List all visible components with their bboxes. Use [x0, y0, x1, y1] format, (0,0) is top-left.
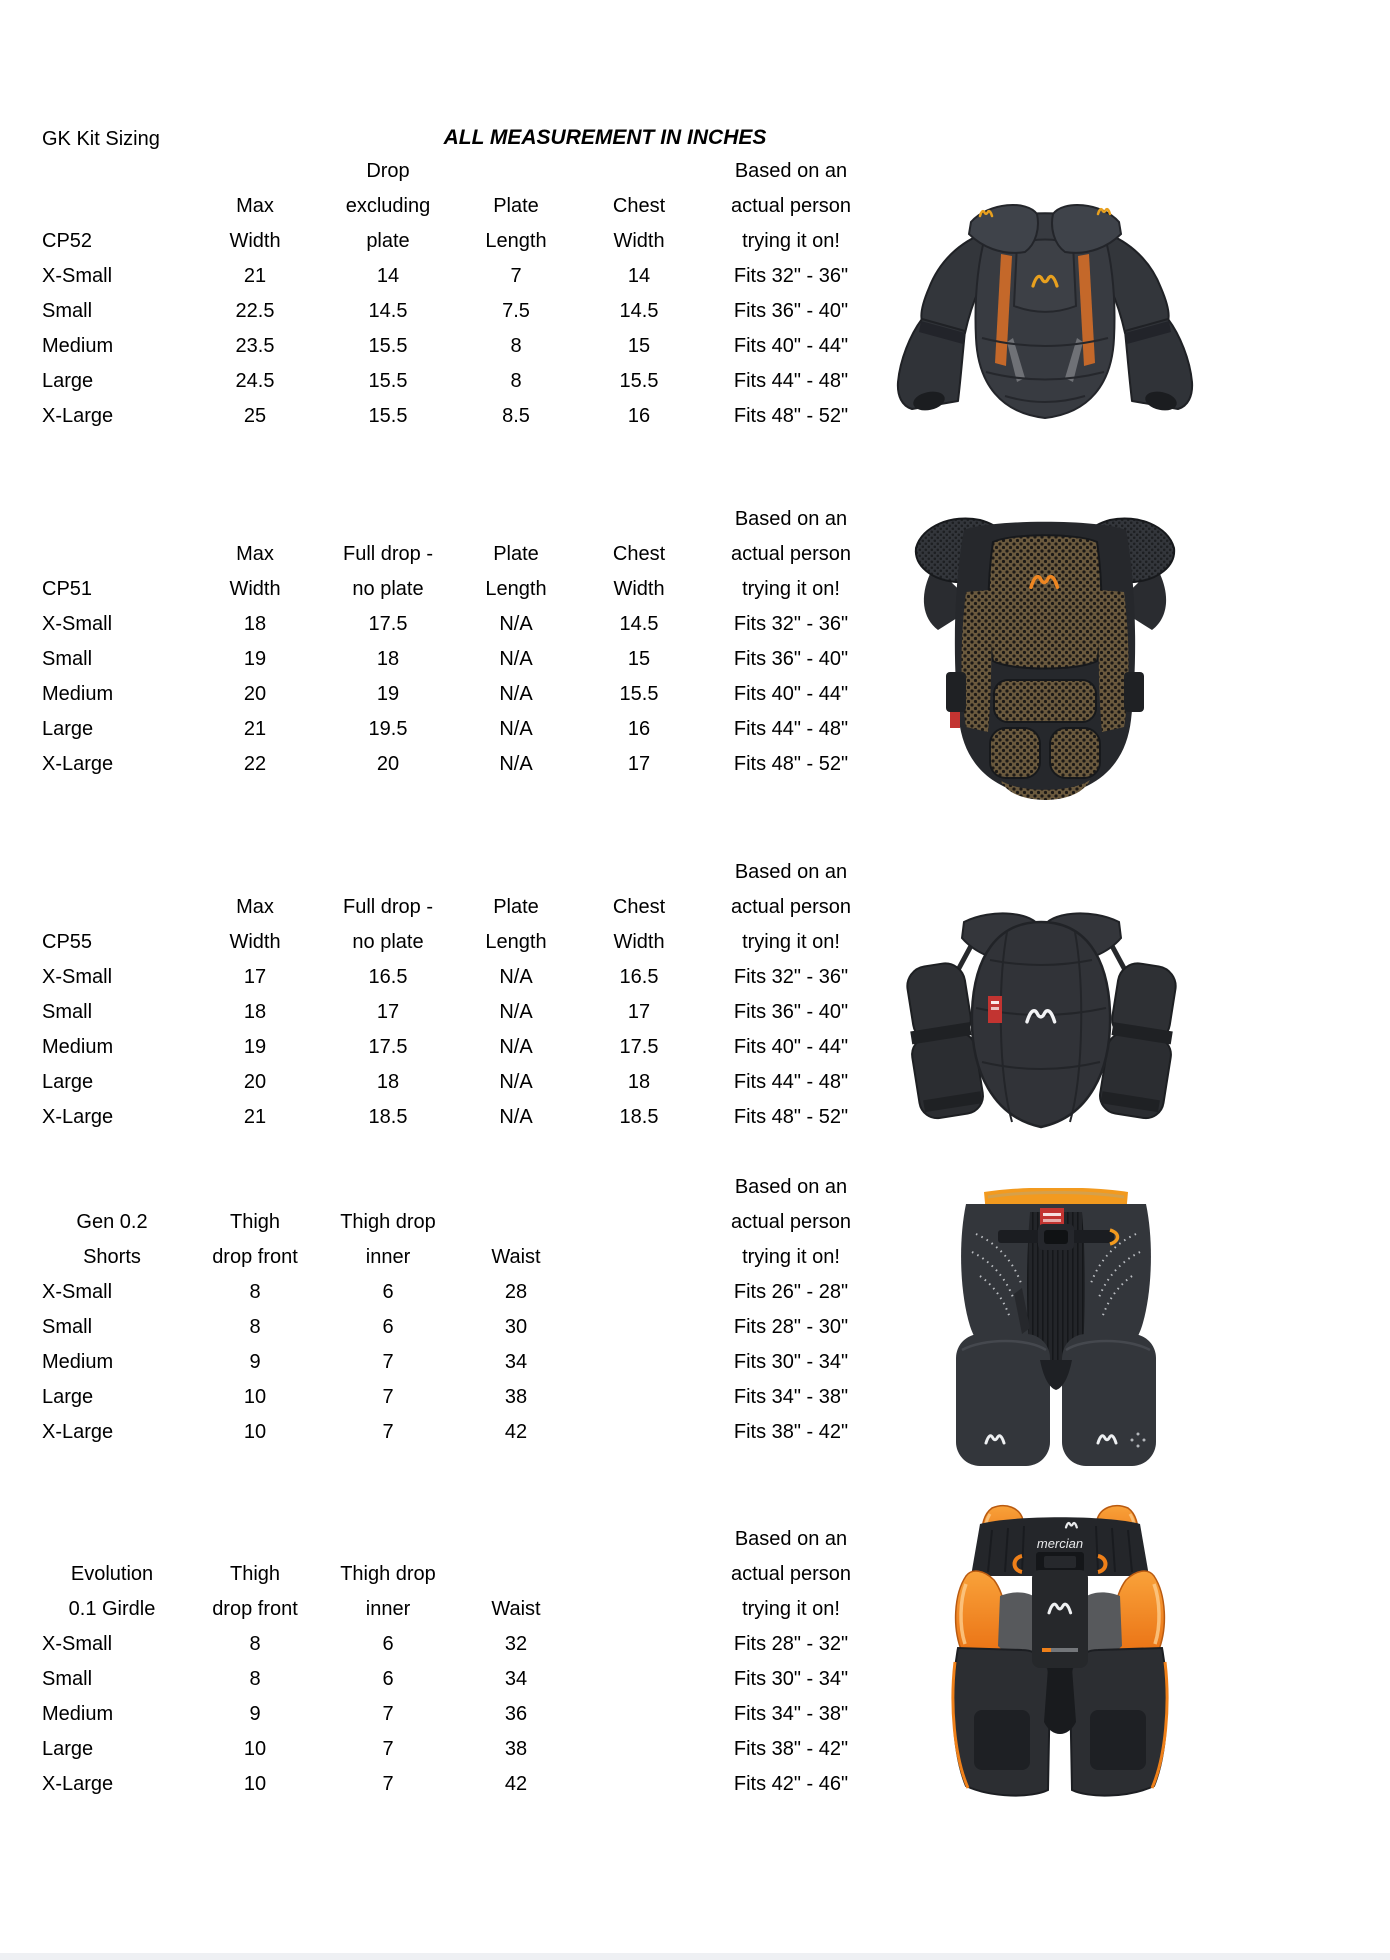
cell-value: N/A: [499, 753, 533, 775]
product-photo-cp55: [888, 900, 1195, 1137]
column-header: [328, 502, 448, 537]
cell-value: 8: [510, 370, 522, 392]
column-header: [584, 1592, 694, 1627]
cell-value: 6: [382, 1316, 394, 1338]
column-header: [584, 1240, 694, 1275]
column-header: Waist: [491, 1246, 541, 1268]
size-label: Medium: [42, 335, 114, 357]
column-header: inner: [365, 1246, 411, 1268]
fit-range: Fits 30" - 34": [733, 1351, 849, 1373]
product-photo-cp52: [885, 188, 1205, 422]
column-header: [448, 1170, 584, 1205]
cell-value: 18: [627, 1071, 651, 1093]
size-label: X-Small: [42, 613, 113, 635]
cell-value: 36: [504, 1703, 528, 1725]
product-photo-evolution-girdle: [930, 1500, 1190, 1800]
cell-value: 7: [382, 1421, 394, 1443]
product-name: [42, 189, 182, 224]
cell-value: 10: [243, 1386, 267, 1408]
column-header: Width: [613, 230, 665, 252]
column-header: plate: [366, 230, 410, 252]
fit-range: Fits 32" - 36": [733, 613, 849, 635]
column-header: Thigh drop: [340, 1211, 436, 1233]
column-header: [182, 154, 328, 189]
cell-value: 42: [504, 1421, 528, 1443]
cell-value: 17.5: [368, 1036, 408, 1058]
cell-value: 18: [243, 613, 267, 635]
fit-range: Fits 26" - 28": [733, 1281, 849, 1303]
size-label: X-Large: [42, 1421, 114, 1443]
cell-value: 25: [243, 405, 267, 427]
cell-value: 24.5: [235, 370, 275, 392]
cell-value: 14: [376, 265, 400, 287]
column-header: Thigh drop: [340, 1563, 436, 1585]
size-label: Large: [42, 718, 94, 740]
size-label: Small: [42, 300, 93, 322]
cell-value: 22: [243, 753, 267, 775]
column-header: [584, 1205, 694, 1240]
cell-value: 42: [504, 1773, 528, 1795]
cell-value: 38: [504, 1386, 528, 1408]
column-header: actual person: [730, 1563, 852, 1585]
product-name: [42, 537, 182, 572]
size-label: X-Small: [42, 966, 113, 988]
column-header: [448, 1557, 584, 1592]
product-name: Evolution: [70, 1563, 154, 1585]
column-header: Chest: [612, 896, 666, 918]
fit-range: Fits 44" - 48": [733, 1071, 849, 1093]
product-name: CP52: [42, 230, 93, 252]
column-header: Chest: [612, 195, 666, 217]
cell-value: 6: [382, 1633, 394, 1655]
column-header: [448, 855, 584, 890]
cell-value: 8: [249, 1316, 261, 1338]
column-header: Width: [229, 578, 281, 600]
cell-value: 28: [504, 1281, 528, 1303]
cell-value: N/A: [499, 718, 533, 740]
column-header: Full drop -: [342, 543, 434, 565]
cell-value: 9: [249, 1351, 261, 1373]
column-header: [584, 502, 694, 537]
column-header: [584, 855, 694, 890]
column-header: actual person: [730, 195, 852, 217]
product-photo-cp51: [900, 500, 1190, 800]
fit-range: Fits 44" - 48": [733, 718, 849, 740]
size-label: Medium: [42, 1036, 114, 1058]
cell-value: 8: [249, 1281, 261, 1303]
fit-range: Fits 36" - 40": [733, 300, 849, 322]
cell-value: [584, 1310, 694, 1345]
cell-value: 10: [243, 1773, 267, 1795]
column-header: Width: [613, 578, 665, 600]
column-header: Based on an: [734, 1176, 848, 1198]
size-label: X-Small: [42, 1633, 113, 1655]
column-header: Thigh: [229, 1563, 281, 1585]
fit-range: Fits 38" - 42": [733, 1421, 849, 1443]
column-header: Plate: [493, 543, 539, 565]
cell-value: 18: [376, 648, 400, 670]
column-header: trying it on!: [742, 230, 840, 252]
cell-value: 21: [243, 1106, 267, 1128]
product-photo-gen02-shorts: [942, 1188, 1170, 1472]
column-header: trying it on!: [742, 1598, 840, 1620]
cell-value: 9: [249, 1703, 261, 1725]
column-header: Max: [236, 896, 274, 918]
cell-value: 18: [376, 1071, 400, 1093]
column-header: Length: [485, 931, 547, 953]
size-label: X-Large: [42, 753, 114, 775]
sizing-table-evolution-girdle: [42, 1522, 888, 1802]
cell-value: 14: [627, 265, 651, 287]
cell-value: 8.5: [502, 405, 530, 427]
column-header: Based on an: [734, 1528, 848, 1550]
cell-value: 15: [627, 335, 651, 357]
cell-value: 18.5: [368, 1106, 408, 1128]
product-name: [42, 502, 182, 537]
column-header: trying it on!: [742, 578, 840, 600]
cell-value: 7: [382, 1351, 394, 1373]
column-header: [448, 1205, 584, 1240]
cell-value: 7: [510, 265, 522, 287]
size-label: Large: [42, 370, 94, 392]
size-label: Small: [42, 1668, 93, 1690]
cell-value: 15.5: [619, 370, 659, 392]
column-header: Drop: [366, 160, 410, 182]
fit-range: Fits 42" - 46": [733, 1773, 849, 1795]
cell-value: [584, 1767, 694, 1802]
girdle-brand-text: mercian: [1036, 1536, 1084, 1551]
fit-range: Fits 28" - 30": [733, 1316, 849, 1338]
size-label: X-Small: [42, 1281, 113, 1303]
column-header: Width: [613, 931, 665, 953]
cell-value: 6: [382, 1668, 394, 1690]
sizing-table-cp51: [42, 502, 888, 782]
cell-value: 14.5: [368, 300, 408, 322]
cell-value: 18: [243, 1001, 267, 1023]
column-header: no plate: [352, 578, 424, 600]
column-header: [448, 1522, 584, 1557]
column-header: [328, 855, 448, 890]
column-header: Plate: [493, 896, 539, 918]
column-header: [182, 1170, 328, 1205]
column-header: Plate: [493, 195, 539, 217]
fit-range: Fits 48" - 52": [733, 753, 849, 775]
cell-value: 19: [243, 648, 267, 670]
cell-value: N/A: [499, 613, 533, 635]
cell-value: N/A: [499, 1001, 533, 1023]
column-header: [182, 1522, 328, 1557]
column-header: Waist: [491, 1598, 541, 1620]
cell-value: N/A: [499, 966, 533, 988]
column-header: [182, 502, 328, 537]
size-label: Medium: [42, 1703, 114, 1725]
column-header: drop front: [212, 1598, 298, 1620]
sizing-table-cp55: [42, 855, 888, 1135]
cell-value: 16.5: [368, 966, 408, 988]
fit-range: Fits 40" - 44": [733, 1036, 849, 1058]
cell-value: 7: [382, 1773, 394, 1795]
product-name: [42, 890, 182, 925]
cell-value: 21: [243, 265, 267, 287]
fit-range: Fits 36" - 40": [733, 648, 849, 670]
size-label: X-Large: [42, 405, 114, 427]
cell-value: 16: [627, 405, 651, 427]
cell-value: N/A: [499, 683, 533, 705]
fit-range: Fits 36" - 40": [733, 1001, 849, 1023]
product-name: [42, 1522, 182, 1557]
cell-value: 20: [376, 753, 400, 775]
fit-range: Fits 34" - 38": [733, 1386, 849, 1408]
column-header: Full drop -: [342, 896, 434, 918]
column-header: excluding: [345, 195, 431, 217]
page-title: GK Kit Sizing: [42, 128, 160, 150]
product-name: Gen 0.2: [76, 1211, 148, 1233]
size-label: X-Small: [42, 265, 113, 287]
sizing-table-cp52: [42, 154, 888, 434]
cell-value: 8: [249, 1633, 261, 1655]
size-label: Large: [42, 1738, 94, 1760]
cell-value: 17: [243, 966, 267, 988]
cell-value: 17: [627, 753, 651, 775]
column-header: Based on an: [734, 861, 848, 883]
cell-value: N/A: [499, 1071, 533, 1093]
fit-range: Fits 48" - 52": [733, 1106, 849, 1128]
cell-value: 30: [504, 1316, 528, 1338]
cell-value: [584, 1732, 694, 1767]
cell-value: 19.5: [368, 718, 408, 740]
column-header: Length: [485, 230, 547, 252]
column-header: actual person: [730, 1211, 852, 1233]
size-label: Small: [42, 1001, 93, 1023]
product-name: [42, 855, 182, 890]
product-name: 0.1 Girdle: [68, 1598, 156, 1620]
fit-range: Fits 44" - 48": [733, 370, 849, 392]
fit-range: Fits 28" - 32": [733, 1633, 849, 1655]
product-name: CP55: [42, 931, 93, 953]
cell-value: [584, 1380, 694, 1415]
cell-value: [584, 1627, 694, 1662]
cell-value: 7: [382, 1703, 394, 1725]
size-label: Medium: [42, 683, 114, 705]
column-header: Thigh: [229, 1211, 281, 1233]
cell-value: 10: [243, 1738, 267, 1760]
cell-value: 32: [504, 1633, 528, 1655]
cell-value: 34: [504, 1668, 528, 1690]
column-header: drop front: [212, 1246, 298, 1268]
column-header: Chest: [612, 543, 666, 565]
cell-value: 19: [243, 1036, 267, 1058]
cell-value: N/A: [499, 648, 533, 670]
cell-value: 17: [376, 1001, 400, 1023]
cell-value: N/A: [499, 1036, 533, 1058]
fit-range: Fits 34" - 38": [733, 1703, 849, 1725]
fit-range: Fits 40" - 44": [733, 683, 849, 705]
column-header: [328, 1170, 448, 1205]
cell-value: 20: [243, 683, 267, 705]
column-header: [328, 1522, 448, 1557]
cell-value: 14.5: [619, 300, 659, 322]
column-header: [182, 855, 328, 890]
column-header: actual person: [730, 543, 852, 565]
sizing-table-gen02-shorts: [42, 1170, 888, 1450]
column-header: Max: [236, 195, 274, 217]
product-name: CP51: [42, 578, 93, 600]
cell-value: 14.5: [619, 613, 659, 635]
cell-value: 15.5: [368, 405, 408, 427]
product-name: Shorts: [83, 1246, 141, 1268]
cell-value: [584, 1697, 694, 1732]
cell-value: 10: [243, 1421, 267, 1443]
column-header: [584, 1557, 694, 1592]
cell-value: 17.5: [368, 613, 408, 635]
cell-value: 8: [510, 335, 522, 357]
size-label: Medium: [42, 1351, 114, 1373]
cell-value: 21: [243, 718, 267, 740]
cell-value: 15.5: [368, 370, 408, 392]
measurement-banner: ALL MEASUREMENT IN INCHES: [443, 126, 767, 149]
cell-value: 20: [243, 1071, 267, 1093]
cell-value: 7.5: [502, 300, 530, 322]
page-bottom-edge: [0, 1953, 1390, 1960]
cell-value: 15.5: [619, 683, 659, 705]
cell-value: 16.5: [619, 966, 659, 988]
column-header: [448, 154, 584, 189]
fit-range: Fits 30" - 34": [733, 1668, 849, 1690]
cell-value: [584, 1662, 694, 1697]
cell-value: N/A: [499, 1106, 533, 1128]
cell-value: 23.5: [235, 335, 275, 357]
column-header: [584, 1170, 694, 1205]
cell-value: 17.5: [619, 1036, 659, 1058]
column-header: trying it on!: [742, 931, 840, 953]
fit-range: Fits 32" - 36": [733, 265, 849, 287]
cell-value: 15.5: [368, 335, 408, 357]
size-label: X-Large: [42, 1773, 114, 1795]
cell-value: 22.5: [235, 300, 275, 322]
size-label: Large: [42, 1071, 94, 1093]
product-name: [42, 1170, 182, 1205]
red-tag: [950, 712, 960, 728]
column-header: trying it on!: [742, 1246, 840, 1268]
column-header: Length: [485, 578, 547, 600]
cell-value: 7: [382, 1738, 394, 1760]
cell-value: 15: [627, 648, 651, 670]
column-header: [448, 502, 584, 537]
cell-value: [584, 1345, 694, 1380]
size-label: X-Large: [42, 1106, 114, 1128]
cell-value: 18.5: [619, 1106, 659, 1128]
fit-range: Fits 48" - 52": [733, 405, 849, 427]
cell-value: [584, 1415, 694, 1450]
cell-value: [584, 1275, 694, 1310]
product-name: [42, 154, 182, 189]
column-header: no plate: [352, 931, 424, 953]
size-label: Large: [42, 1386, 94, 1408]
size-label: Small: [42, 1316, 93, 1338]
cell-value: 38: [504, 1738, 528, 1760]
cell-value: 7: [382, 1386, 394, 1408]
size-label: Small: [42, 648, 93, 670]
column-header: inner: [365, 1598, 411, 1620]
column-header: [584, 154, 694, 189]
fit-range: Fits 40" - 44": [733, 335, 849, 357]
column-header: Width: [229, 931, 281, 953]
cell-value: 17: [627, 1001, 651, 1023]
cell-value: 16: [627, 718, 651, 740]
cell-value: 19: [376, 683, 400, 705]
cell-value: 34: [504, 1351, 528, 1373]
fit-range: Fits 32" - 36": [733, 966, 849, 988]
cell-value: 6: [382, 1281, 394, 1303]
cell-value: 8: [249, 1668, 261, 1690]
fit-range: Fits 38" - 42": [733, 1738, 849, 1760]
column-header: Width: [229, 230, 281, 252]
column-header: [584, 1522, 694, 1557]
column-header: actual person: [730, 896, 852, 918]
column-header: Based on an: [734, 508, 848, 530]
column-header: Max: [236, 543, 274, 565]
column-header: Based on an: [734, 160, 848, 182]
